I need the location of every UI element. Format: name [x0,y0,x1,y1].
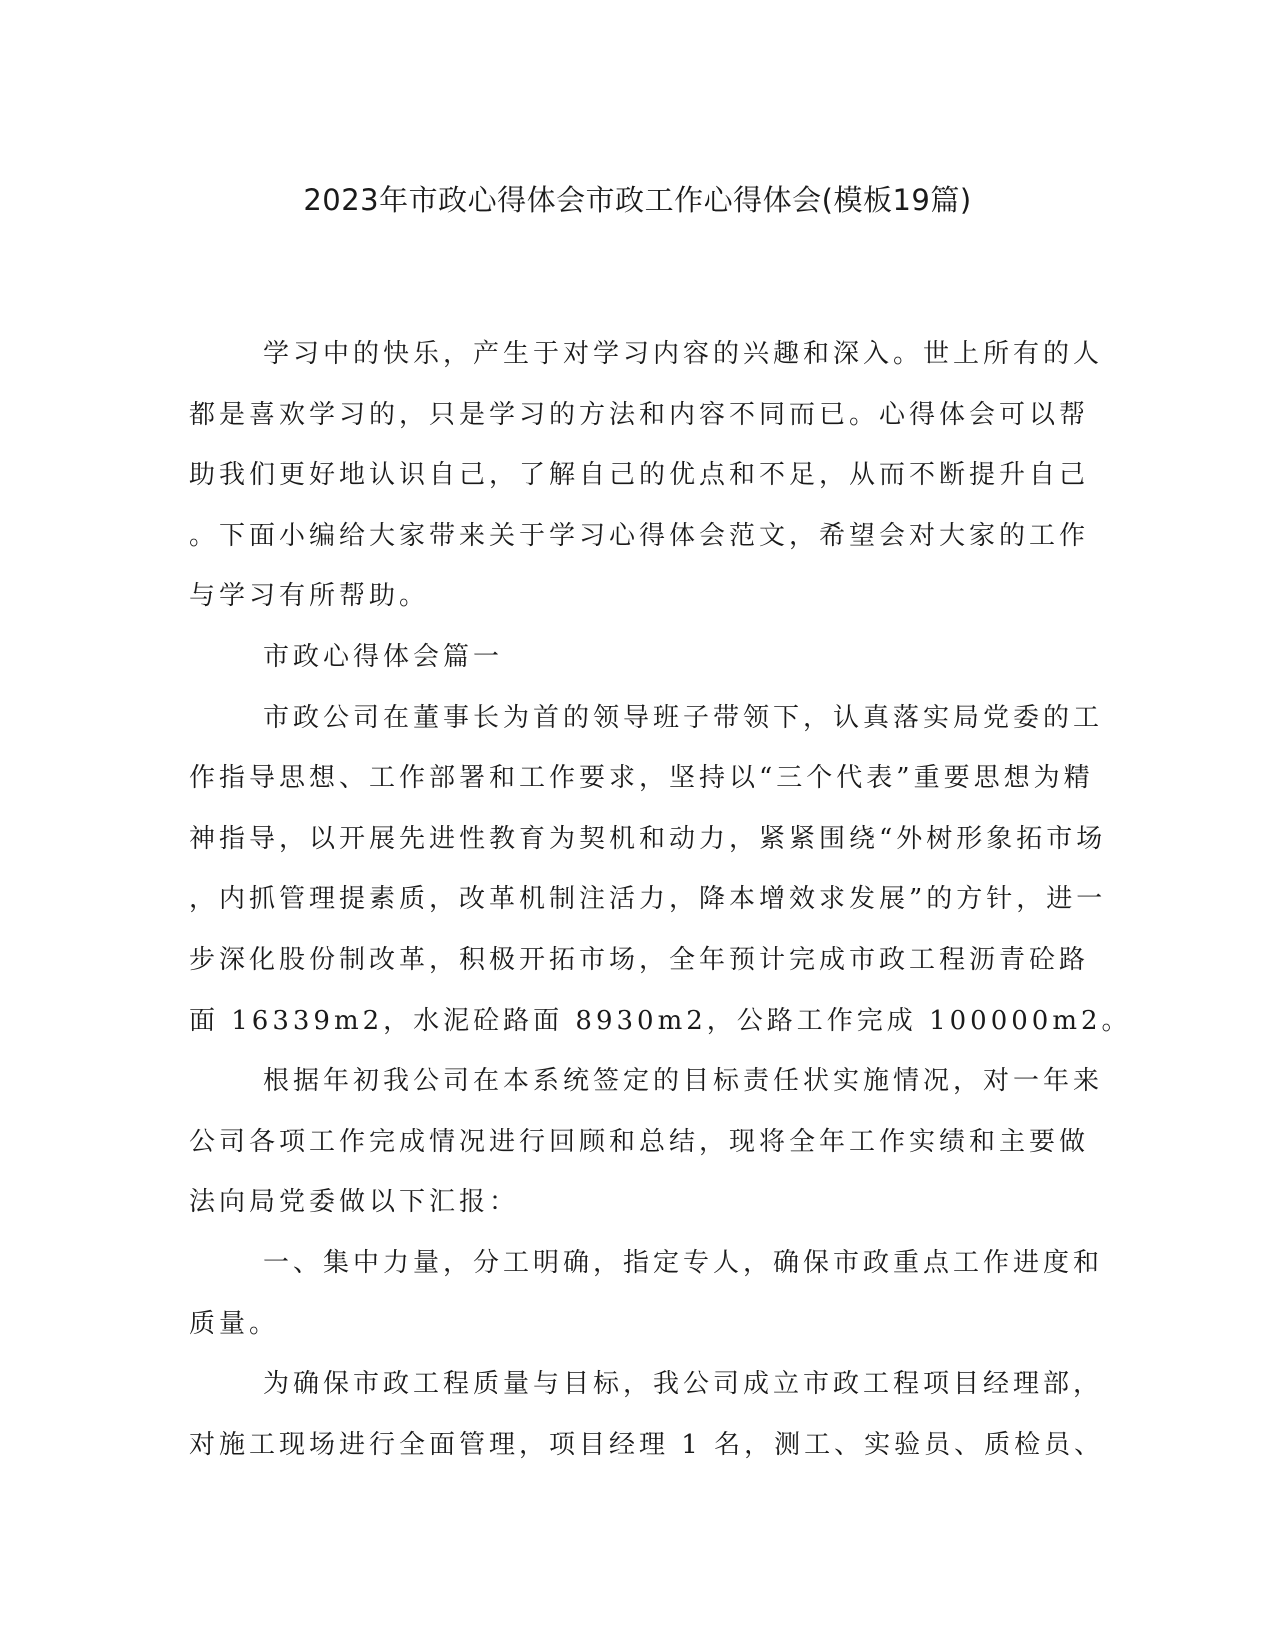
body-text-line: 面 16339m2，水泥砼路面 8930m2，公路工作完成 100000m2。 [189,1005,1132,1036]
body-text-line: 法向局党委做以下汇报： [189,1187,520,1218]
document-body [189,324,1132,1475]
document-title: 2023年市政心得体会市政工作心得体会(模板19篇) [303,183,972,217]
body-text-line: 市政公司在董事长为首的领导班子带领下，认真落实局党委的工 [263,702,1104,733]
body-text-line: 。下面小编给大家带来关于学习心得体会范文，希望会对大家的工作 [189,520,1090,551]
body-text-line: 公司各项工作完成情况进行回顾和总结，现将全年工作实绩和主要做 [189,1126,1090,1157]
body-text-line: 根据年初我公司在本系统签定的目标责任状实施情况，对一年来 [263,1066,1104,1097]
body-text-line: 一、集中力量，分工明确，指定专人，确保市政重点工作进度和 [263,1247,1104,1278]
body-text-line: 与学习有所帮助。 [189,581,430,612]
body-text-line: 为确保市政工程质量与目标，我公司成立市政工程项目经理部， [263,1369,1104,1400]
body-text-line: 对施工现场进行全面管理，项目经理 1 名，测工、实验员、质检员、 [189,1429,1105,1460]
body-text-line: 学习中的快乐，产生于对学习内容的兴趣和深入。世上所有的人 [263,339,1104,369]
body-text-line: 助我们更好地认识自己，了解自己的优点和不足，从而不断提升自己 [189,460,1090,491]
body-text-line: 市政心得体会篇一 [263,641,504,672]
body-text-line: 作指导思想、工作部署和工作要求，坚持以“三个代表”重要思想为精 [189,763,1094,794]
body-text-line: 质量。 [189,1308,280,1339]
body-text-line: 神指导，以开展先进性教育为契机和动力，紧紧围绕“外树形象拓市场 [189,823,1107,854]
body-text-line: 步深化股份制改革，积极开拓市场，全年预计完成市政工程沥青砼路 [189,944,1090,975]
body-text-line: ，内抓管理提素质，改革机制注活力，降本增效求发展”的方针，进一 [189,884,1107,915]
body-text-line: 都是喜欢学习的，只是学习的方法和内容不同而已。心得体会可以帮 [189,399,1090,430]
